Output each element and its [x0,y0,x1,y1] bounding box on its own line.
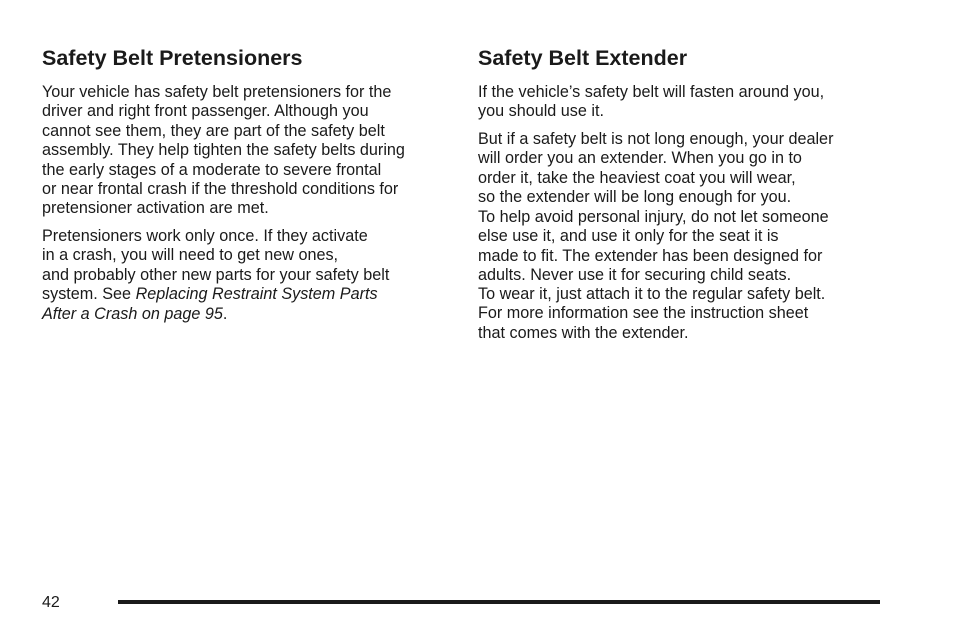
pretensioners-paragraph-2-text: Pretensioners work only once. If they activate in a crash, you will need to get new ones, and probably other new parts for your safety belt system. See [42,227,390,304]
heading-safety-belt-extender: Safety Belt Extender [478,46,688,70]
extender-paragraph-3: To help avoid personal injury, do not let someone else use it, and use it only for the seat it is made to fit. The extender has been designed for adults. Never use it for securing child seats. [478,208,829,285]
extender-paragraph-4: To wear it, just attach it to the regular safety belt. For more information see the instruction sheet that comes with the extender. [478,285,826,342]
heading-safety-belt-pretensioners: Safety Belt Pretensioners [42,46,303,70]
footer-rule [118,600,880,604]
extender-paragraph-2: But if a safety belt is not long enough, your dealer will order you an extender. When you go in to order it, take the heaviest coat you will wear, so the extender will be long enough for you. [478,130,834,207]
pretensioners-paragraph-1: Your vehicle has safety belt pretensioners for the driver and right front passenger. Although you cannot see them, they are part of the safety belt assembly. They help tighten the safety belts during the early stages of a moderate to severe frontal or near frontal crash if the threshold conditions for pretensioner activation are met. [42,83,405,218]
pretensioners-paragraph-2-end: . [222,304,228,323]
cross-reference-link: Replacing Restraint System Parts After a Crash on page 95 [42,285,378,323]
page-number: 42 [42,594,60,611]
pretensioners-paragraph-2 [42,227,389,324]
extender-paragraph-1: If the vehicle’s safety belt will fasten around you, you should use it. [478,83,825,121]
